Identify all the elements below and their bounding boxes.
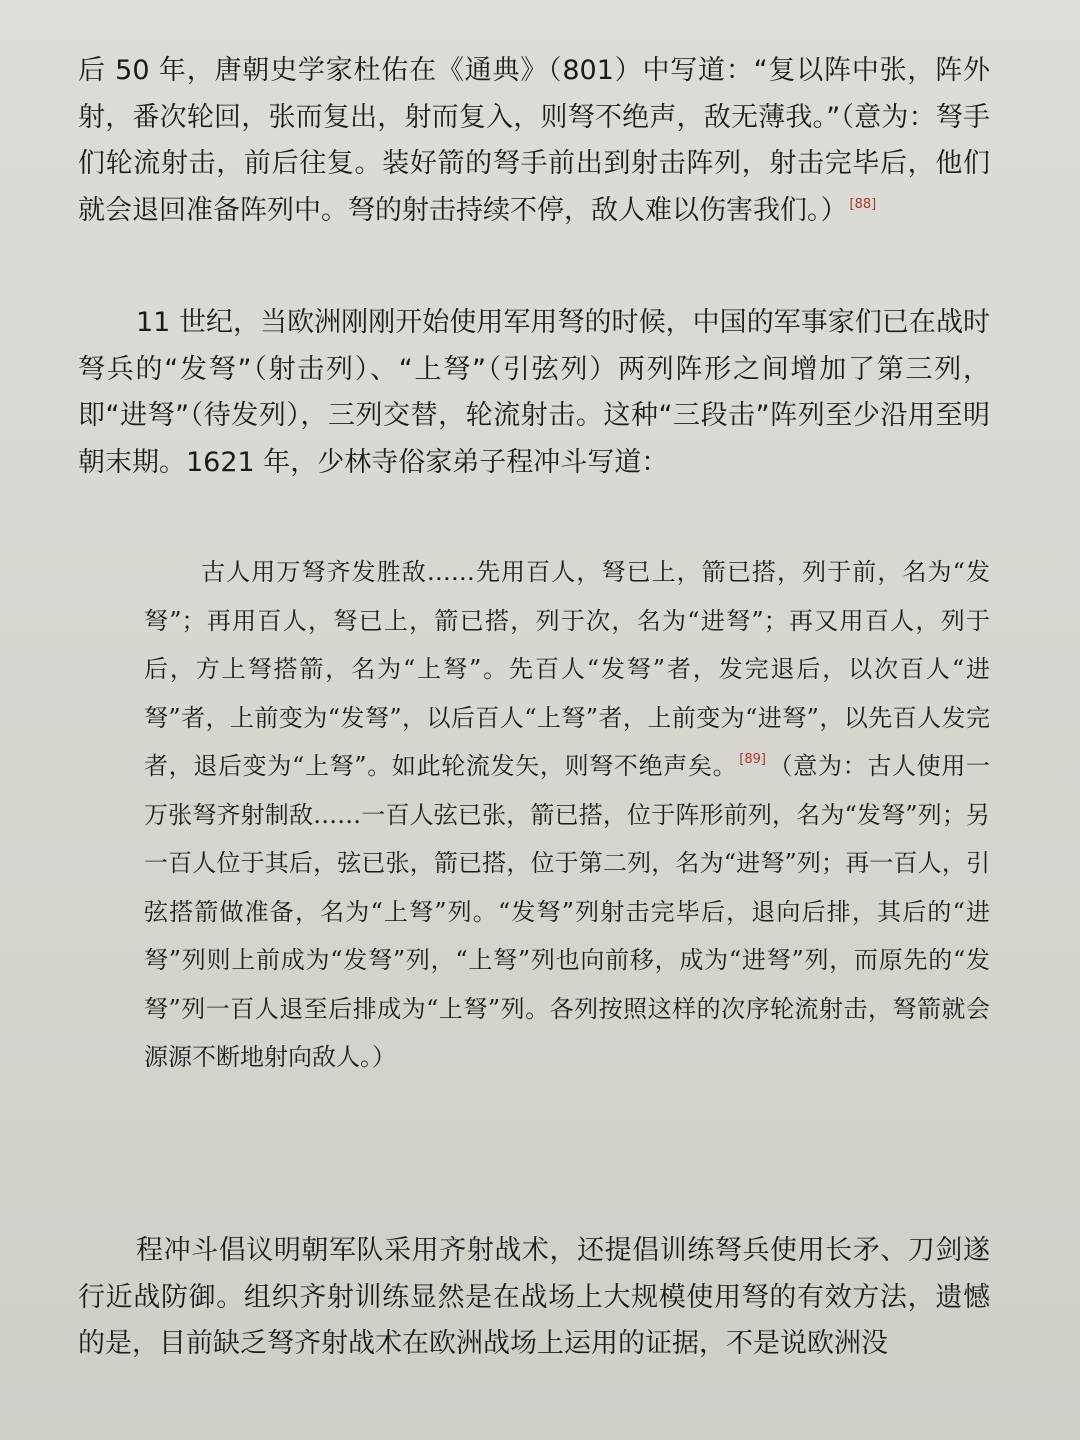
footnote-ref-89[interactable]: [89] [739,752,766,767]
paragraph-du-you [78,48,990,234]
footnote-ref-88[interactable]: [88] [849,196,877,212]
block-quote-translation: （意为：古人使用一万张弩齐射制敌……一百人弦已张，箭已搭，位于阵形前列，名为“发弩”列；另一百人位于其后，弦已张，箭已搭，位于第二列，名为“进弩”列；再一百人，引弦搭箭做准备，名为“上弩”列。“发弩”列射击完毕后，退向后排，其后的“进弩”列则上前成为“发弩”列，“上弩”列也向前移，成为“进弩”列，而原先的“发弩”列一百人退至后排成为“上弩”列。各列按照这样的次序轮流射击，弩箭就会源源不断地射向敌人。） [144,752,990,1071]
block-quote-cheng-chongdou [144,548,990,1082]
paragraph-volley-training: 程冲斗倡议明朝军队采用齐射战术，还提倡训练弩兵使用长矛、刀剑遂行近战防御。组织齐射训练显然是在战场上大规模使用弩的有效方法，遗憾的是，目前缺乏弩齐射战术在欧洲战场上运用的证据，不是说欧洲没 [78,1235,990,1359]
block-quote-original-text: 古人用万弩齐发胜敌……先用百人，弩已上，箭已搭，列于前，名为“发弩”；再用百人，弩已上，箭已搭，列于次，名为“进弩”；再又用百人，列于后，方上弩搭箭，名为“上弩”。先百人“发弩”者，发完退后，以次百人“进弩”者，上前变为“发弩”，以后百人“上弩”者，上前变为“进弩”，以先百人发完者，退后变为“上弩”。如此轮流发矢，则弩不绝声矣。 [144,558,990,780]
paragraph-du-you-text: 后 50 年，唐朝史学家杜佑在《通典》（801）中写道：“复以阵中张，阵外射，番次轮回，张而复出，射而复入，则弩不绝声，敌无薄我。”（意为：弩手们轮流射击，前后往复。装好箭的弩手前出到射击阵列，射击完毕后，他们就会退回准备阵列中。弩的射击持续不停，敌人难以伤害我们。） [78,55,990,226]
paragraph-three-rank: 11 世纪，当欧洲刚刚开始使用军用弩的时候，中国的军事家们已在战时弩兵的“发弩”（射击列）、“上弩”（引弦列）两列阵形之间增加了第三列，即“进弩”（待发列），三列交替，轮流射击。这种“三段击”阵列至少沿用至明朝末期。1621 年，少林寺俗家弟子程冲斗写道： [78,307,990,478]
